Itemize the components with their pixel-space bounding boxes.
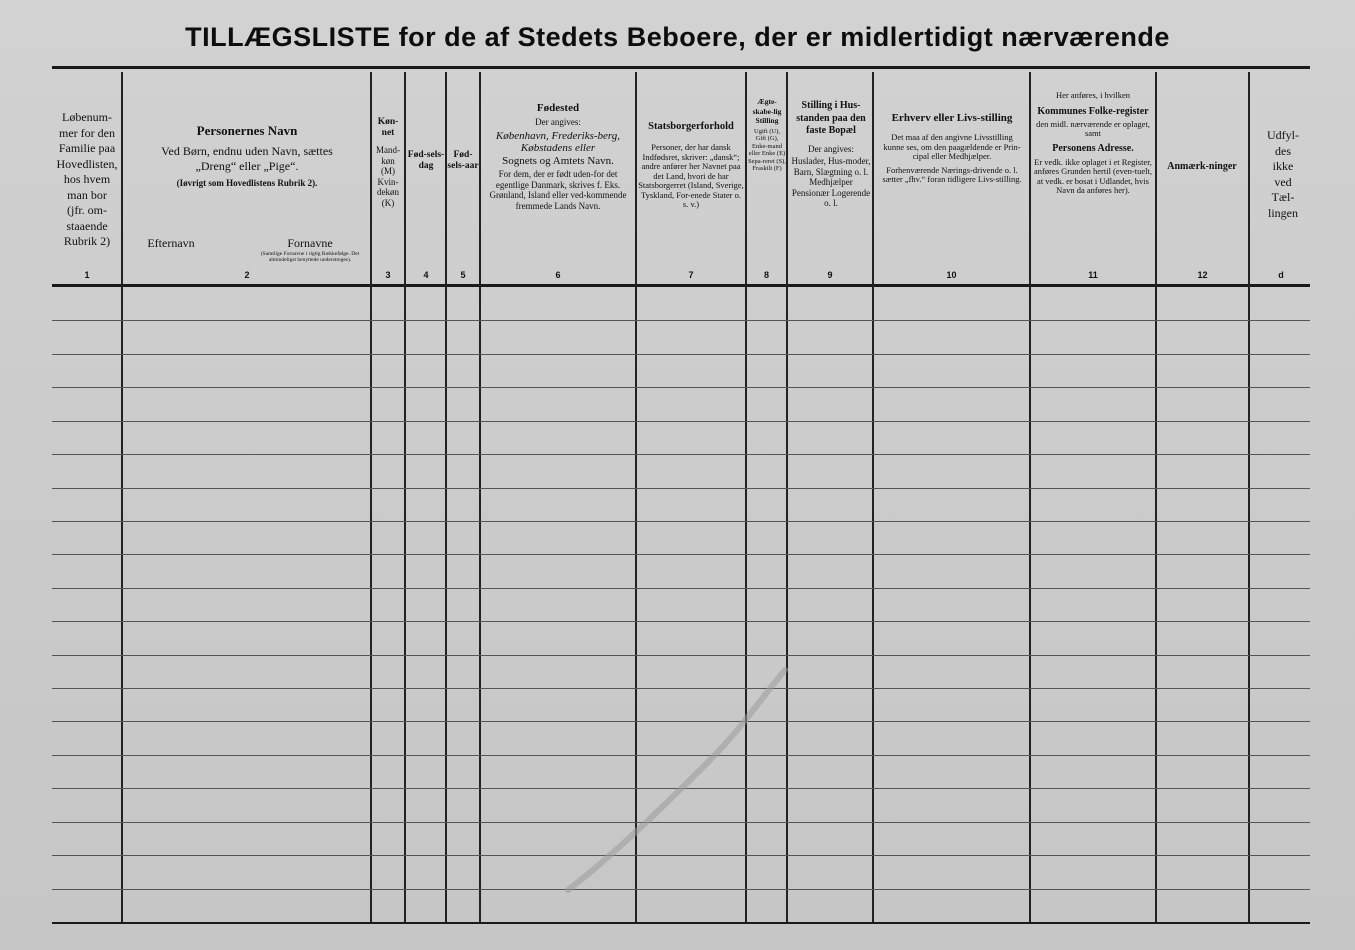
col2-header: Personernes Navn Ved Børn, endnu uden Navn, sættes „Dreng“ eller „Pige“. (Iøvrigt som Hovedlistens Rubrik 2). — [124, 122, 370, 189]
row-rule — [52, 621, 1310, 622]
header-rule — [52, 284, 1310, 287]
row-rule — [52, 354, 1310, 355]
row-rule — [52, 554, 1310, 555]
column-divider — [479, 72, 481, 922]
col12-header: Anmærk-ninger — [1167, 161, 1237, 172]
column-number: 11 — [1088, 270, 1098, 280]
col9-header: Stilling i Hus-standen paa den faste Bopæl Der angives: Huslader, Hus-moder, Barn, Slægtning o. l. Medhjælper Pensionær Logerende o. l. — [791, 100, 871, 208]
column-number: 12 — [1197, 270, 1208, 280]
pencil-stroke — [560, 650, 800, 910]
col4-header: Fød-sels-dag — [407, 150, 445, 171]
row-rule — [52, 521, 1310, 522]
column-divider — [1248, 72, 1250, 922]
column-divider — [445, 72, 447, 922]
col-d-header: Udfyl- des ikke ved Tæl- lingen — [1267, 128, 1299, 220]
column-divider — [1155, 72, 1157, 922]
column-number: 1 — [84, 270, 90, 280]
col5-header: Fød-sels-aar — [447, 150, 479, 171]
column-number: 3 — [385, 270, 391, 280]
col10-header: Erhverv eller Livs-stilling Det maa af den angivne Livsstilling kunne ses, om den paagældende er Prin-cipal eller Medhjælper. Forhenværende Nærings-drivende o. l. sætter „fhv.“ foran tidligere Livs-stilling. — [882, 112, 1022, 184]
column-number: d — [1278, 270, 1284, 280]
column-number: 10 — [946, 270, 957, 280]
column-number: 8 — [763, 270, 769, 280]
column-number: 9 — [827, 270, 833, 280]
row-rule — [52, 387, 1310, 388]
column-number: 7 — [688, 270, 694, 280]
row-rule — [52, 454, 1310, 455]
column-divider — [1029, 72, 1031, 922]
col7-header: Statsborgerforhold Personer, der har dansk Indfødsret, skriver: „dansk“; andre anfører her Navnet paa det Land, hvori de har Statsborgerret (Island, Sverige, Tyskland, For-enede Stater o. s. v.) — [638, 121, 744, 209]
col8-header: Ægte-skabe-lig Stilling Ugift (U), Gift (G), Enke-mand eller Enke (E) Sepa-reret (S), Fraskilt (F) — [748, 97, 786, 172]
col11-header: Her anføres, i hvilken Kommunes Folke-register den midl. nærværende er oplaget, samt Personens Adresse. Er vedk. ikke oplaget i et Register, anføres Grunden hertil (even-tuelt, at vedk. er bosat i Udlandet, hvis Navn da anføres her). — [1033, 90, 1152, 195]
form-title: TILLÆGSLISTE for de af Stedets Beboere, der er midlertidigt nærværende — [185, 22, 1170, 52]
top-rule — [52, 66, 1310, 69]
col3-header: Køn-net Mand- køn (M) Kvin- dekøn (K) — [376, 117, 400, 208]
col2-sub-efternavn: Efternavn — [147, 236, 195, 250]
bottom-rule — [52, 922, 1310, 924]
column-number: 2 — [244, 270, 250, 280]
col2-sub-fornavne: Fornavne (Samtlige Fornavne i rigtig Rækkefølge. Det almindeligst benyttede understreges). — [260, 236, 360, 263]
column-number: 6 — [555, 270, 561, 280]
column-divider — [872, 72, 874, 922]
col1-header: Løbenum- mer for den Familie paa Hovedlisten, hos hvem man bor (jfr. om- staaende Rubrik 2) — [56, 110, 118, 248]
col6-header: Fødested Der angives: København, Frederiks-berg, Købstadens eller Sognets og Amtets Navn. For dem, der er født uden-for det egentlige Danmark, skrives f. Eks. Grønland, Island eller ved-kommende fremmede Lands Navn. — [489, 102, 627, 211]
row-rule — [52, 488, 1310, 489]
column-divider — [404, 72, 406, 922]
row-rule — [52, 588, 1310, 589]
col2-heading: Personernes Navn — [196, 123, 298, 138]
column-number: 4 — [423, 270, 429, 280]
column-number: 5 — [460, 270, 466, 280]
row-rule — [52, 421, 1310, 422]
row-rule — [52, 320, 1310, 321]
